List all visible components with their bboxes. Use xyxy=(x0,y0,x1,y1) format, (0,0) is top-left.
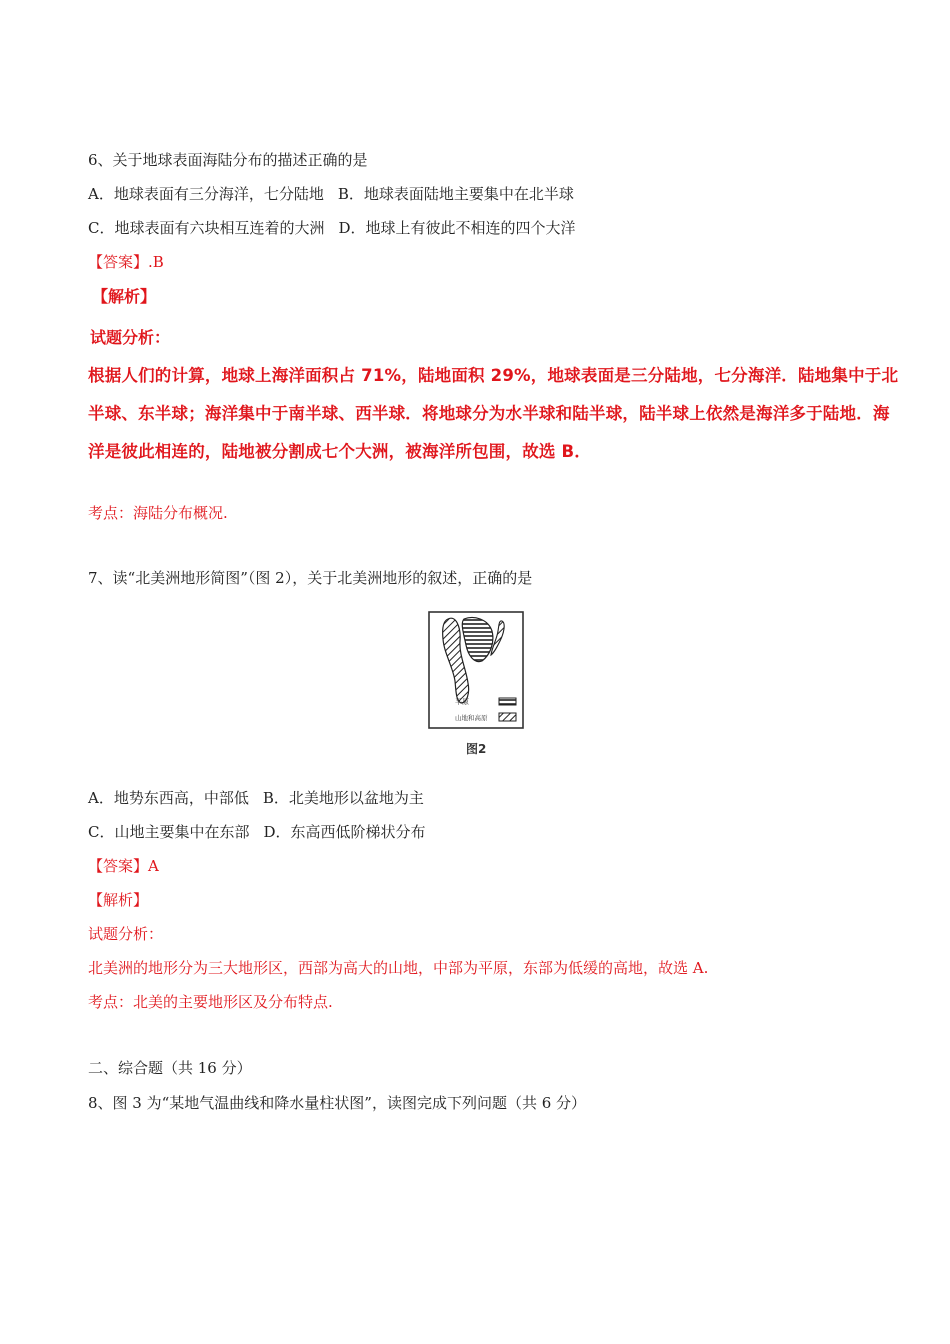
q6-analysis-line-2: 半球、东半球；海洋集中于南半球、西半球．将地球分为水半球和陆半球，陆半球上依然是海洋多于陆地．海 xyxy=(88,404,890,423)
q7-option-d: D．东高西低阶梯状分布 xyxy=(263,823,426,841)
legend-mountain-swatch xyxy=(499,713,516,721)
q7-options-cd xyxy=(88,822,426,842)
q6-options-cd xyxy=(88,218,576,238)
q7-option-b: B．北美地形以盆地为主 xyxy=(262,789,424,807)
q6-answer: 【答案】.B xyxy=(88,253,164,271)
q7-option-a: A．地势东西高，中部低 xyxy=(88,789,249,807)
q8-stem: 8、图 3 为“某地气温曲线和降水量柱状图”，读图完成下列问题（共 6 分） xyxy=(88,1094,587,1112)
q6-option-a: A．地球表面有三分海洋，七分陆地 xyxy=(88,185,324,203)
q6-options-ab xyxy=(88,184,574,204)
figure-caption: 图2 xyxy=(466,742,487,756)
north-america-terrain-map xyxy=(428,611,524,729)
q6-option-d: D．地球上有彼此不相连的四个大洋 xyxy=(338,219,576,237)
q7-answer: 【答案】A xyxy=(88,857,159,875)
q6-analysis-line-3: 洋是彼此相连的，陆地被分割成七个大洲，被海洋所包围，故选 B． xyxy=(88,442,592,461)
q6-analysis-label: 【解析】 xyxy=(92,287,157,306)
q6-option-c: C．地球表面有六块相互连着的大洲 xyxy=(88,219,325,237)
q7-option-c: C．山地主要集中在东部 xyxy=(88,823,250,841)
q6-analysis-line-1: 根据人们的计算，地球上海洋面积占 71%，陆地面积 29%，地球表面是三分陆地，七分海洋．陆地集中于北 xyxy=(88,366,899,385)
q7-analysis-title: 试题分析： xyxy=(88,925,164,943)
q7-options-ab xyxy=(88,788,424,808)
section2-title: 二、综合题（共 16 分） xyxy=(88,1059,252,1077)
q6-stem: 6、关于地球表面海陆分布的描述正确的是 xyxy=(88,151,368,169)
q6-option-b: B．地球表面陆地主要集中在北半球 xyxy=(337,185,574,203)
q7-kaodian: 考点：北美的主要地形区及分布特点. xyxy=(88,993,333,1011)
q7-stem: 7、读“北美洲地形简图”（图 2），关于北美洲地形的叙述，正确的是 xyxy=(88,569,533,587)
legend-mountain-label: 山地和高原 xyxy=(455,714,488,722)
q6-kaodian: 考点：海陆分布概况. xyxy=(88,504,228,522)
legend-plain-swatch xyxy=(499,698,516,705)
legend-plain-label: 平原 xyxy=(455,698,469,706)
q6-analysis-title: 试题分析： xyxy=(90,328,171,347)
q7-analysis-line-1: 北美洲的地形分为三大地形区，西部为高大的山地，中部为平原，东部为低缓的高地，故选 A. xyxy=(88,959,709,977)
q7-analysis-label: 【解析】 xyxy=(88,891,149,909)
